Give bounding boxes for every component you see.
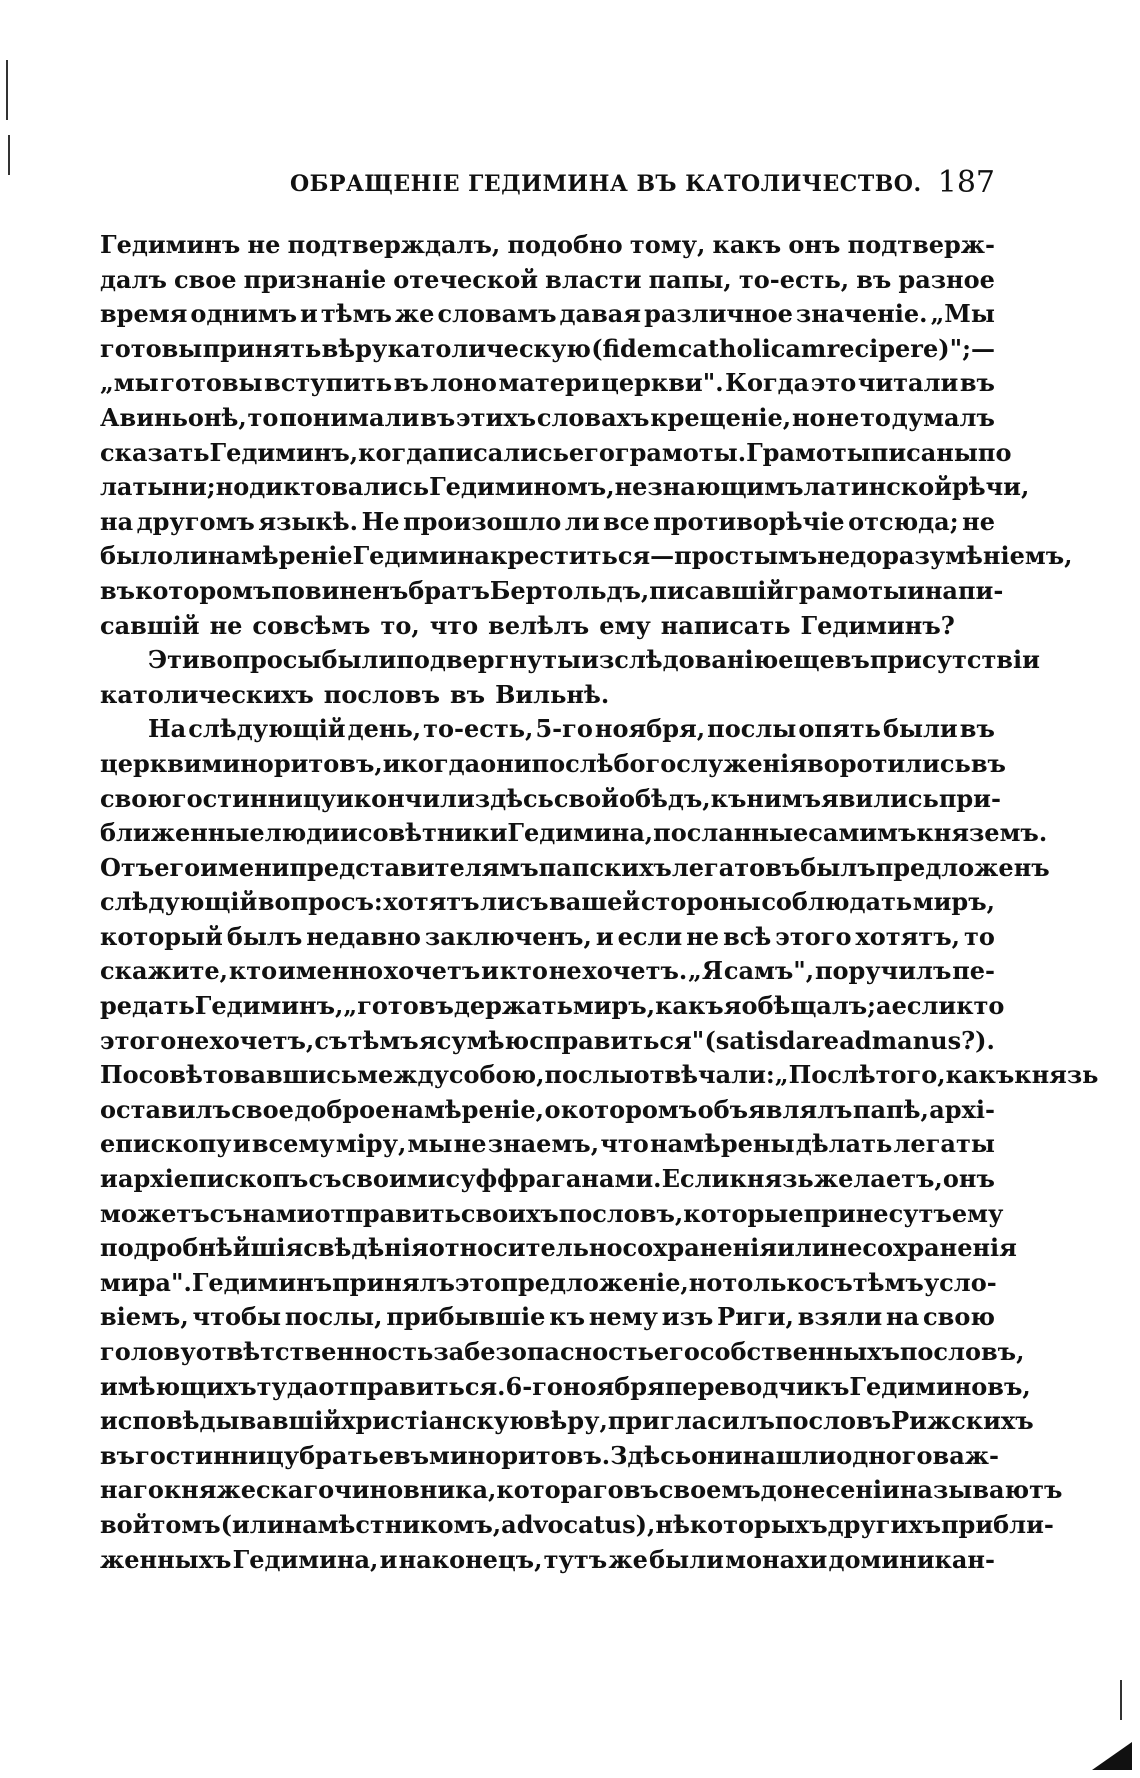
text-line: далъ свое признаніе отеческой власти папы, то-есть, въ разное (100, 264, 995, 294)
text-line: скажите, кто именно хочетъ и кто не хочетъ. „Я самъ", поручилъ пе- (100, 956, 995, 986)
text-line: Гедиминъ не подтверждалъ, подобно тому, какъ онъ подтверж- (100, 230, 995, 259)
page-number: 187 (937, 165, 995, 200)
scan-mark-right (1120, 1680, 1122, 1720)
text-line: и архіепископъ съ своими суффраганами. Если князь желаетъ, онъ (100, 1164, 995, 1194)
text-line: На слѣдующій день, то-есть, 5-го ноября, послы опять были въ (148, 714, 995, 744)
text-line: въ гостинницу братьевъ миноритовъ. Здѣсь они нашли одного важ- (100, 1440, 999, 1470)
text-line: сказать Гедиминъ, когда писались его грамоты. Грамоты писаны по (100, 437, 1012, 467)
text-line: Отъ его имени представителямъ папскихъ легатовъ былъ предложенъ (100, 852, 1050, 882)
text-line: подробнѣйшія свѣдѣнія относительно сохраненія или несохраненія (100, 1233, 1017, 1263)
text-line: редать Гедиминъ, „готовъ держать миръ, какъ я обѣщалъ; а если кто (100, 991, 1005, 1021)
text-line: савшій не совсѣмъ то, что велѣлъ ему написать Гедиминъ? (100, 610, 955, 640)
text-line: въ которомъ повиненъ братъ Бертольдъ, писавшій грамоты и напи- (100, 575, 1004, 605)
text-line: этого не хочетъ, съ тѣмъ я сумѣю справиться" (satis dare ad manus?). (100, 1025, 995, 1055)
text-line: исповѣдывавшій христіанскую вѣру, пригласилъ пословъ Рижскихъ (100, 1406, 1034, 1436)
running-title: ОБРАЩЕНІЕ ГЕДИМИНА ВЪ КАТОЛИЧЕСТВО. (290, 171, 922, 197)
scan-corner-mark (1092, 1740, 1132, 1770)
text-line: который былъ недавно заключенъ, и если не всѣ этого хотятъ, то (100, 921, 995, 951)
body-text (100, 228, 1099, 1577)
text-line: наго княжескаго чиновника, котораго въ своемъ донесеніи называютъ (100, 1475, 1063, 1505)
text-line: церкви миноритовъ, и когда они послѣ богослуженія воротились въ (100, 748, 1006, 778)
scan-mark-left (6, 60, 8, 120)
text-line: было ли намѣреніе Гедимина креститься—простымъ недоразумѣніемъ, (100, 541, 1073, 571)
text-line: время однимъ и тѣмъ же словамъ давая различное значеніе. „Мы (100, 299, 995, 329)
scan-mark-left-2 (8, 135, 10, 175)
text-line: свою гостинницу и кончили здѣсь свой обѣдъ, къ нимъ явились при- (100, 783, 1001, 813)
text-line: Авиньонѣ, то понимали въ этихъ словахъ крещеніе, но не то думалъ (100, 402, 995, 432)
text-line: готовы принять вѣру католическую (fidem catholicam recipere)";— (100, 333, 995, 363)
text-line: на другомъ языкѣ. Не произошло ли все противорѣчіе отсюда; не (100, 506, 995, 536)
text-line: католическихъ пословъ въ Вильнѣ. (100, 679, 610, 709)
text-line: епископу и всему міру, мы не знаемъ, что намѣрены дѣлать легаты (100, 1129, 995, 1159)
text-line: имѣющихъ туда отправиться. 6-го ноября переводчикъ Гедиминовъ, (100, 1371, 1031, 1401)
text-line: войтомъ (или намѣстникомъ, advocatus), нѣкоторыхъ другихъ прибли- (100, 1509, 1054, 1539)
text-line: голову отвѣтственность за безопасность его собственныхъ пословъ, (100, 1337, 1025, 1366)
text-line: латыни; но диктовались Гедиминомъ, не знающимъ латинской рѣчи, (100, 472, 1030, 502)
text-line: Эти вопросы были подвергнуты изслѣдованію еще въ присутствіи (148, 645, 1040, 675)
text-line: можетъ съ нами отправить своихъ пословъ, которые принесутъ ему (100, 1198, 1004, 1228)
text-line: слѣдующій вопросъ: хотятъ ли съ вашей стороны соблюдать миръ, (100, 887, 995, 917)
page-header (100, 165, 995, 205)
text-line: мира". Гедиминъ принялъ это предложеніе, но только съ тѣмъ усло- (100, 1267, 997, 1297)
text-line: „мы готовы вступить въ лоно матери церкви". Когда это читали въ (100, 368, 995, 398)
text-line: ближенные люди и совѣтники Гедимина, посланные самимъ княземъ. (100, 818, 1048, 848)
text-line: віемъ, чтобы послы, прибывшіе къ нему изъ Риги, взяли на свою (100, 1302, 995, 1332)
text-line: женныхъ Гедимина, и наконецъ, тутъ же были монахи доминикан- (100, 1544, 995, 1574)
text-line: Посовѣтовавшись между собою, послы отвѣчали: „Послѣ того, какъ князь (100, 1060, 1099, 1090)
text-line: оставилъ свое доброе намѣреніе, о которомъ объявлялъ папѣ, архі- (100, 1094, 995, 1124)
